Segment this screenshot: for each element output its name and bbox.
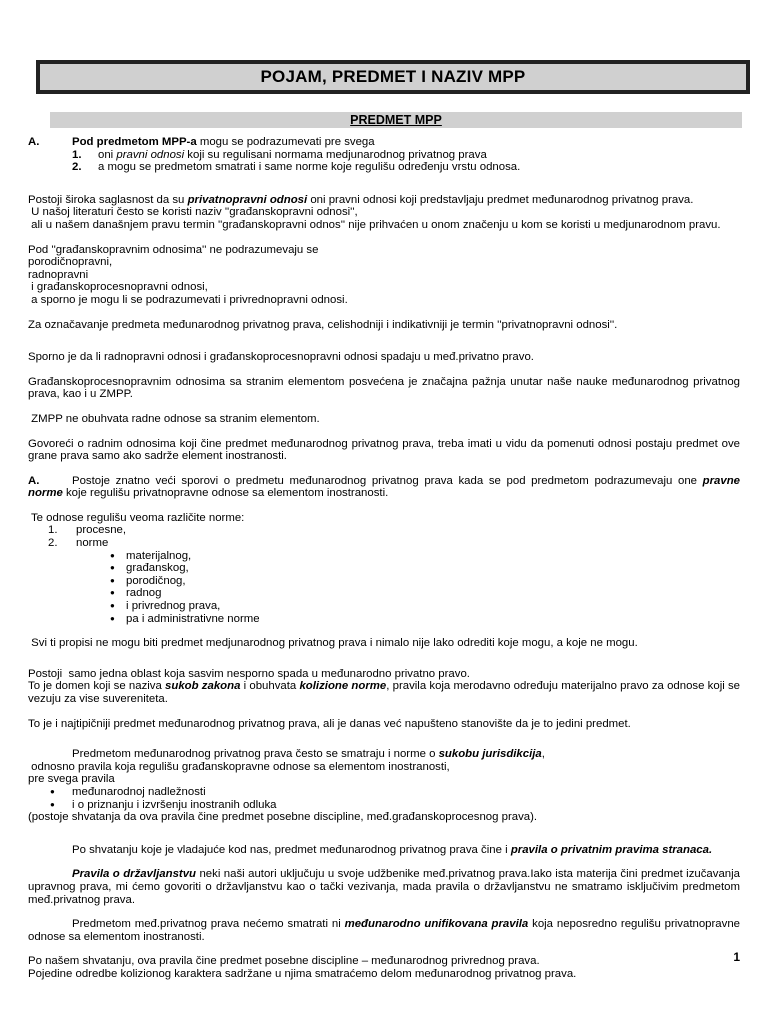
item-number: 1. [72,148,82,161]
paragraph-5: Građanskoprocesnopravnim odnosima sa stranim elementom posvećena je značajna pažnja unutar naše nauke međunarodnog privatnog prava, kao i u ZMPP. [28,375,740,401]
paragraph-2-line: i građanskoprocesnopravni odnosi, [28,281,208,294]
paragraph-8: Svi ti propisi ne mogu biti predmet medjunarodnog privatnog prava i nimalo nije lako odrediti koje mogu, a koje ne mogu. [28,637,638,650]
list-item: ● porodičnog, [28,575,740,588]
text: Predmetom međunarodnog privatnog prava često se smatraju i norme o [72,748,439,761]
list-item: ● materijalnog, [28,550,740,563]
paragraph-14 [28,918,740,943]
page-number: 1 [733,950,740,964]
text: Postoji široka saglasnost da su [28,193,188,206]
emphasis: pravne norme [28,474,740,500]
lead-rest: mogu se podrazumevati pre svega [196,136,375,148]
text: neki naši autori uključuju u svoje udžbenike međ.privatnog prava.Iako ista materija čini predmet izučavanja upravnog prava, mi ćemo govoriti o državljanstvu kao o tački vezivanja, mada pravila o državljanstvu ne smatramo isključivim predmetom međ.privatnog prava. [28,868,741,906]
list-item [28,537,740,550]
list-item: ● i o priznanju i izvršenju inostranih odluka [28,799,740,812]
item-text: norme [76,537,109,550]
list-item: ● i privrednog prava, [28,600,740,613]
emphasis: međunarodno unifikovana pravila [344,918,529,931]
emphasis: Pravila o državljanstvu [72,868,197,881]
item-text: koji su regulisani normama medjunarodnog privatnog prava [184,148,487,161]
item-text: a mogu se predmetom smatrati i same norme koje regulišu određenju vrstu odnosa. [98,161,521,174]
list-item: ● pa i administrativne norme [28,613,740,626]
item-number: 2. [72,161,82,174]
emphasis: pravila o privatnim pravima stranaca. [510,843,713,856]
document-page [28,60,740,981]
page-title: POJAM, PREDMET I NAZIV MPP [40,64,746,90]
section-heading: PREDMET MPP [50,112,742,128]
item-number: 2. [48,537,58,550]
paragraph-15-line: Pojedine odredbe kolizionog karaktera sadržane u njima smatraćemo delom međunarodnog privatnog prava. [28,967,577,980]
paragraph-2-line: Pod ''građanskopravnim odnosima'' ne podrazumevaju se [28,243,319,256]
emphasis: privatnopravni odnosi [187,193,308,206]
paragraph-10: To je i najtipičniji predmet međunarodnog privatnog prava, ali je danas već napušteno stanovište da je to jedini predmet. [28,717,631,730]
text: , pravila koja merodavno određuju materijalno pravo za odnose koji se vezuju za vise suvereniteta. [28,680,741,705]
item-text: procesne, [76,524,127,537]
section-letter: A. [28,474,40,487]
item-text: oni [98,148,117,161]
list-item: ● građanskog, [28,562,740,575]
text: koje regulišu privatnopravne odnose sa elementom inostranosti. [62,487,389,500]
norms-intro: Te odnose regulišu veoma različite norme: [28,511,245,524]
emphasis: sukobu jurisdikcija [438,748,542,761]
paragraph-11-line: odnosno pravila koja regulišu građanskopravne odnose sa elementom inostranosti, [28,760,450,773]
norms-sub-list [28,550,740,626]
paragraph-13 [28,868,740,906]
text: oni pravni odnosi koji predstavljaju predmet međunarodnog privatnog prava. [307,193,694,206]
norms-list [28,524,740,549]
emphasis: sukob zakona [165,680,241,693]
section-letter: A. [28,136,40,148]
section-a2-text [28,475,740,500]
list-item: ● međunarodnoj nadležnosti [28,786,740,799]
paragraph-2-line: a sporno je mogu li se podrazumevati i privrednopravni odnosi. [28,293,348,306]
paragraph-2-line: porodičnopravni, [28,256,113,269]
section-a1-item-2 [72,161,740,174]
emphasis: kolizione norme [299,680,387,693]
text: To je domen koji se naziva [28,680,166,693]
paragraph-1-line: ali u našem današnjem pravu termin ''građanskopravni odnos'' nije prihvaćen u onom značenju u kom se koristi u medjunarodnom pravu. [28,218,721,231]
list-item [28,524,740,537]
title-box [36,60,750,94]
lead-bold: Pod predmetom MPP-a [72,136,197,148]
paragraph-12 [28,844,740,857]
paragraph-6: ZMPP ne obuhvata radne odnose sa stranim elementom. [28,412,320,425]
text: , [541,748,545,761]
section-a2 [28,475,740,500]
paragraph-9 [28,680,740,705]
paragraph-11-line: (postoje shvatanja da ova pravila čine predmet posebne discipline, međ.građanskoprocesnog prava). [28,811,538,824]
paragraph-4: Sporno je da li radnopravni odnosi i građanskoprocesnopravni odnosi spadaju u međ.privatno pravo. [28,351,534,364]
paragraph-11-line [28,748,740,761]
list-item: ● radnog [28,587,740,600]
item-italic: pravni odnosi [116,148,185,161]
section-a1-item-1 [72,149,740,162]
item-number: 1. [48,524,58,537]
paragraph-11-line: pre svega pravila [28,773,115,786]
jurisdiction-list [28,786,740,811]
paragraph-3: Za označavanje predmeta međunarodnog privatnog prava, celishodniji i indikativniji je termin ''privatnopravni odnosi''. [28,318,618,331]
paragraph-2-line: radnopravni [28,268,89,281]
text: i obuhvata [240,680,300,693]
text: koja neposredno regulišu privatnopravne odnose sa elementom inostranosti. [28,918,740,943]
paragraph-1 [28,194,740,207]
paragraph-15-line: Po našem shvatanju, ova pravila čine predmet posebne discipline – međunarodnog privrednog prava. [28,955,540,968]
text: Predmetom međ.privatnog prava nećemo smatrati ni [72,918,345,931]
text: Po shvatanju koje je vladajuće kod nas, predmet međunarodnog privatnog prava čine i [72,843,511,856]
paragraph-1-line: U našoj literaturi često se koristi naziv ''građanskopravni odnosi'', [28,206,358,219]
section-a1-lead [72,136,740,149]
text: Postoje znatno veći sporovi o predmetu međunarodnog privatnog prava kada se pod predmetom podrazumevaju one [72,474,703,487]
paragraph-7: Govoreći o radnim odnosima koji čine predmet međunarodnog privatnog prava, treba imati u vidu da pomenuti odnosi postaju predmet ove grane prava samo ako sadrže element inostranosti. [28,437,740,463]
section-a1 [28,136,740,174]
paragraph-9-line: Postoji samo jedna oblast koja sasvim nesporno spada u međunarodno privatno pravo. [28,667,470,680]
